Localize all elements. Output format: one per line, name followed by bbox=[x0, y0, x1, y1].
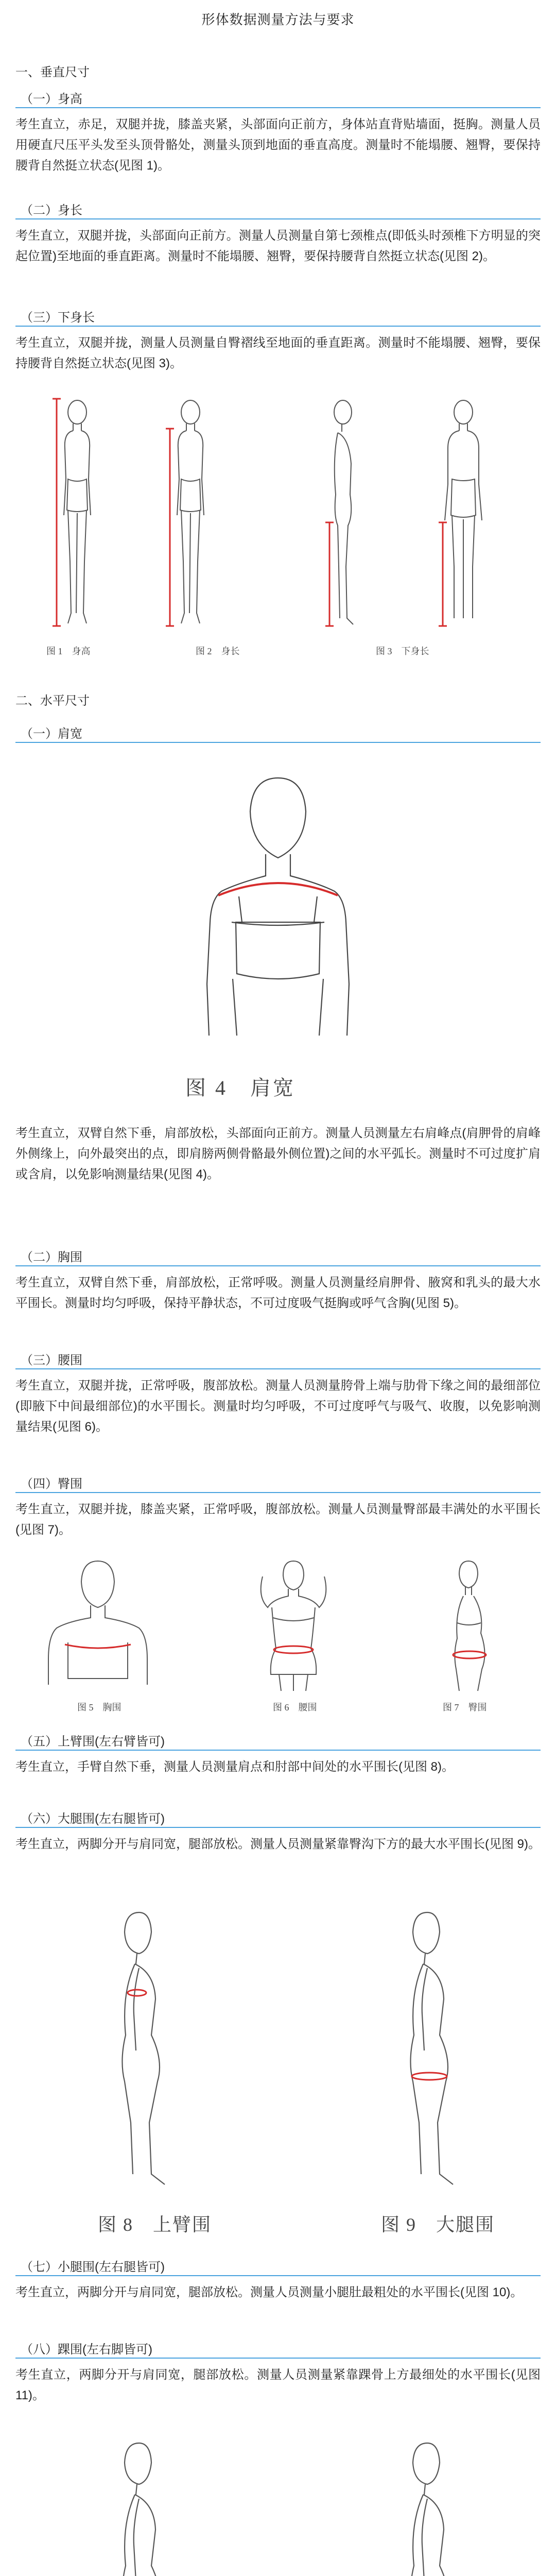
paragraph-height: 考生直立，赤足，双腿并拢，膝盖夹紧，头部面向正前方，身体站直背贴墙面，挺胸。测量人员用硬直尺压平头发至头顶骨骼处，测量头顶到地面的垂直高度。测量时不能塌腰、翘臀，要保持腰背自然挺立状态(见图 1)。 bbox=[15, 117, 541, 173]
section-divider bbox=[15, 218, 541, 219]
paragraph-leg: 考生直立，双腿并拢，测量人员测量自臀褶线至地面的垂直距离。测量时不能塌腰、翘臀，要保持腰背自然挺立状态(见图 3)。 bbox=[15, 336, 541, 370]
figure-3-leg-back bbox=[422, 392, 505, 639]
paragraph-upperarm: 考生直立，手臂自然下垂，测量人员测量肩点和肘部中间处的水平围长(见图 8)。 bbox=[15, 1760, 454, 1774]
figure-11-ankle bbox=[376, 2437, 479, 2576]
figure-4-caption: 图 4 肩宽 bbox=[185, 1076, 296, 1099]
paragraph-calf: 考生直立，两脚分开与肩同宽，腿部放松。测量人员测量小腿肚最粗处的水平围长(见图 10)。 bbox=[15, 2285, 523, 2299]
subsection-label-shoulder: （一）肩宽 bbox=[21, 727, 82, 741]
section-divider bbox=[15, 1368, 541, 1369]
section-heading-horizontal: 二、水平尺寸 bbox=[15, 694, 90, 708]
section-divider bbox=[15, 1492, 541, 1493]
section-divider bbox=[15, 742, 541, 743]
subsection-label-leg: （三）下身长 bbox=[21, 311, 95, 325]
subsection-label-chest: （二）胸围 bbox=[21, 1250, 82, 1264]
paragraph-trunk: 考生直立，双腿并拢，头部面向正前方。测量人员测量自第七颈椎点(即低头时颈椎下方明显的突起位置)至地面的垂直距离。测量时不能塌腰、翘臀，要保持腰背自然挺立状态(见图 2)。 bbox=[15, 229, 541, 263]
figure-2-caption: 图 2 身长 bbox=[196, 646, 240, 656]
figure-2-trunk bbox=[154, 392, 227, 639]
figure-3-leg-side bbox=[309, 392, 381, 639]
figure-5-caption: 图 5 胸围 bbox=[77, 1702, 121, 1713]
subsection-label-hip: （四）臀围 bbox=[21, 1477, 82, 1491]
section-divider bbox=[15, 1827, 541, 1828]
paragraph-waist: 考生直立，双腿并拢，正常呼吸，腹部放松。测量人员测量胯骨上端与肋骨下缘之间的最细部位(即腋下中间最细部位)的水平围长。测量时均匀呼吸，不可过度呼气与吸气、收腹，以免影响测量结果(见图 6)。 bbox=[15, 1379, 541, 1434]
figure-8-upperarm bbox=[88, 1906, 190, 2195]
figure-1-height bbox=[41, 392, 113, 639]
subsection-label-height: （一）身高 bbox=[21, 92, 82, 106]
section-divider bbox=[15, 2275, 541, 2276]
paragraph-hip: 考生直立，双腿并拢，膝盖夹紧，正常呼吸，腹部放松。测量人员测量臀部最丰满处的水平围长(见图 7)。 bbox=[15, 1502, 541, 1537]
section-divider bbox=[15, 2358, 541, 2359]
subsection-label-waist: （三）腰围 bbox=[21, 1353, 82, 1367]
paragraph-shoulder: 考生直立，双臂自然下垂，肩部放松，头部面向正前方。测量人员测量左右肩峰点(肩胛骨的肩峰外侧缘上，向外最突出的点，即肩膀两侧骨骼最外侧位置)之间的水平弧长。测量时不可过度扩肩或含肩，以免影响测量结果(见图 4)。 bbox=[15, 1126, 541, 1181]
paragraph-thigh: 考生直立，两脚分开与肩同宽，腿部放松。测量人员测量紧靠臀沟下方的最大水平围长(见图 9)。 bbox=[15, 1837, 541, 1851]
section-divider bbox=[15, 326, 541, 327]
figure-6-waist bbox=[242, 1556, 345, 1695]
figure-7-hip bbox=[427, 1556, 510, 1695]
figure-4-shoulder bbox=[175, 768, 381, 1056]
figure-3-caption: 图 3 下身长 bbox=[376, 646, 429, 656]
figure-9-caption: 图 9 大腿围 bbox=[381, 2214, 495, 2235]
paragraph-ankle: 考生直立，两脚分开与肩同宽，腿部放松。测量人员测量紧靠踝骨上方最细处的水平围长(见图 11)。 bbox=[15, 2368, 541, 2402]
figure-6-caption: 图 6 腰围 bbox=[273, 1702, 317, 1713]
document-title: 形体数据测量方法与要求 bbox=[201, 12, 355, 27]
figure-10-calf bbox=[88, 2437, 190, 2576]
figure-8-caption: 图 8 上臂围 bbox=[98, 2214, 212, 2235]
figure-5-chest bbox=[31, 1556, 165, 1690]
subsection-label-thigh: （六）大腿围(左右腿皆可) bbox=[21, 1812, 165, 1826]
subsection-label-calf: （七）小腿围(左右腿皆可) bbox=[21, 2260, 165, 2274]
section-divider bbox=[15, 1750, 541, 1751]
subsection-label-ankle: （八）踝围(左右脚皆可) bbox=[21, 2343, 152, 2357]
figure-1-caption: 图 1 身高 bbox=[46, 646, 91, 656]
paragraph-chest: 考生直立，双臂自然下垂，肩部放松，正常呼吸。测量人员测量经肩胛骨、腋窝和乳头的最大水平围长。测量时均匀呼吸，保持平静状态，不可过度吸气挺胸或呼气含胸(见图 5)。 bbox=[15, 1276, 541, 1310]
section-divider bbox=[15, 1265, 541, 1266]
section-divider bbox=[15, 107, 541, 108]
subsection-label-upperarm: （五）上臂围(左右臂皆可) bbox=[21, 1735, 165, 1749]
section-heading-vertical: 一、垂直尺寸 bbox=[15, 65, 90, 79]
subsection-label-trunk: （二）身长 bbox=[21, 204, 82, 217]
figure-9-thigh bbox=[376, 1906, 479, 2195]
figure-7-caption: 图 7 臀围 bbox=[443, 1702, 487, 1713]
